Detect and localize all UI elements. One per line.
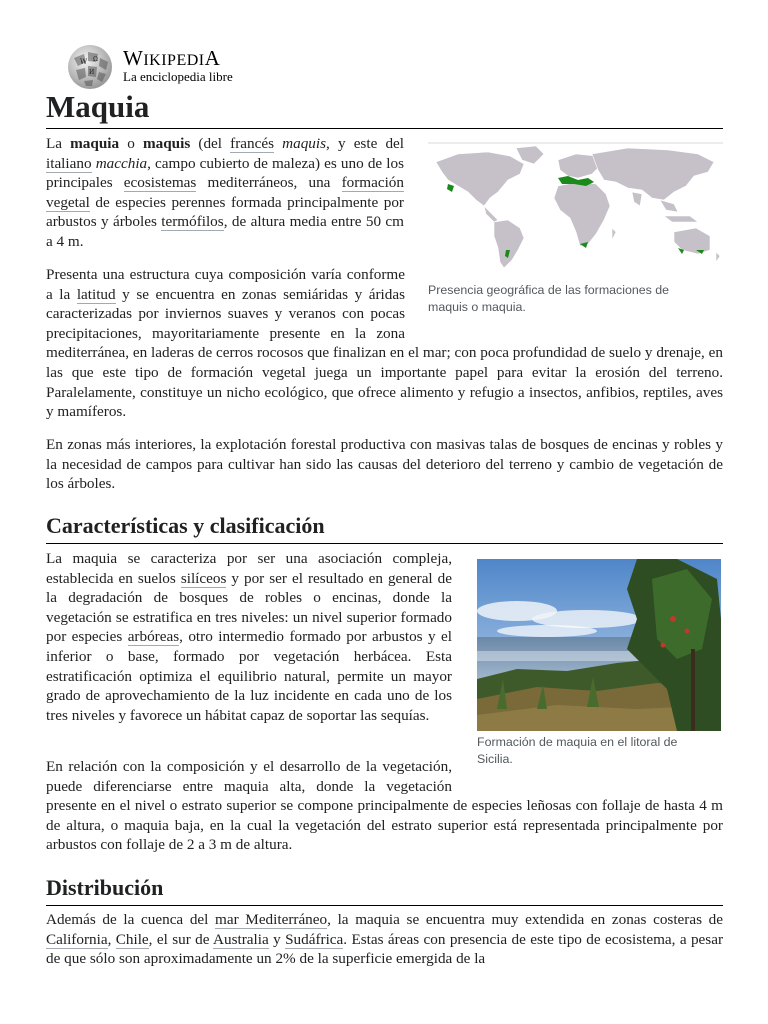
sicily-maquis-photo[interactable] <box>477 559 721 731</box>
link-arboreas[interactable]: arbóreas <box>127 628 180 646</box>
svg-text:W: W <box>80 58 88 66</box>
svg-text:И: И <box>89 69 95 76</box>
link-california[interactable]: California <box>46 930 108 948</box>
wikipedia-globe-icon <box>66 44 114 90</box>
link-formacion-vegetal[interactable]: formación vegetal <box>46 174 404 211</box>
link-ecosistemas[interactable]: ecosistemas <box>123 174 197 192</box>
link-termofilos[interactable]: termófilos <box>161 213 224 231</box>
intro-paragraph-3: En zonas más interiores, la explotación forestal productiva con masivas talas de bosques de encinas y robles y la necesidad de campos para cultivar han sido las causas del deterioro del terreno y cambio de vegetación de los árboles. <box>46 436 723 493</box>
photo-caption: Formación de maquia en el litoral de Sicilia. <box>477 735 678 766</box>
section1-paragraph-1: La maquia se caracteriza por ser una asociación compleja, establecida en suelos silíceos y por ser el resultado en general de la degradación de bosques de robles o encinas, donde la vegetación se estratifica en tres niveles: un nivel superior formado por especies arbóreas, otro intermedio formado por arbustos y el inferior o base, formado por vegetación herbácea. Esta estratificación optimiza el equilibrio natural, permite un mayor grado de aprovechamiento de la luz incidente en cada uno de los tres niveles y favorece un hábitat capaz de soportar las sequías. <box>46 550 453 724</box>
wikipedia-logo[interactable] <box>66 42 266 92</box>
section2-paragraph-1: Además de la cuenca del mar Mediterráneo, la maquia se encuentra muy extendida en zonas costeras de California, Chile, el sur de Australia y Sudáfrica. Estas áreas con presencia de este tipo de ecosistema, a pesar de que sólo son aproximadamente un 2% de la superficie emergida de la <box>46 911 723 968</box>
link-frances[interactable]: francés <box>230 135 274 152</box>
world-map-image[interactable] <box>428 140 723 276</box>
section-heading-distribucion: Distribución <box>46 874 723 906</box>
link-sudafrica[interactable]: Sudáfrica <box>285 930 344 948</box>
link-chile[interactable]: Chile <box>115 930 149 948</box>
photo-figure <box>477 559 721 768</box>
float-spacer-2 <box>452 757 723 795</box>
link-mar-mediterraneo[interactable]: mar Mediterráneo <box>215 911 328 928</box>
page-title: Maquia <box>46 88 723 129</box>
section-heading-caracteristicas: Características y clasificación <box>46 512 723 544</box>
wikipedia-tagline: La enciclopedia libre <box>123 69 233 84</box>
float-spacer <box>405 265 723 343</box>
intro-paragraph-1: La maquia o maquis (del francés maquis, y este del italiano macchia, campo cubierto de maleza) es uno de los principales ecosistemas mediterráneos, una formación vegetal de especies perennes formada principalmente por arbustos y árboles termófilos, de altura media entre 50 cm a 4 m. <box>46 135 405 250</box>
section1-paragraph-2: En relación con la composición y el desarrollo de la vegetación, puede diferenciarse entre maquia alta, donde la vegetación presente en el nivel o estrato superior se compone principalmente de especies leñosas con follaje de hasta 4 m de altura, o maquia baja, en la cual la vegetación del estrato superior está representada principalmente por arbustos con follaje de 2 a 3 m de altura. <box>46 758 723 854</box>
map-caption: Presencia geográfica de las formaciones de maquis o maquia. <box>428 283 670 314</box>
bold-term-maquia: maquia <box>70 135 120 152</box>
link-siliceos[interactable]: silíceos <box>180 569 227 587</box>
link-italiano[interactable]: italiano <box>46 154 92 172</box>
svg-text:Ω: Ω <box>93 56 98 63</box>
link-australia[interactable]: Australia <box>213 930 269 948</box>
bold-term-maquis: maquis <box>142 135 191 152</box>
wikipedia-wordmark: WIKIPEDIA <box>123 46 221 70</box>
intro-paragraph-2: Presenta una estructura cuya composición varía conforme a la latitud y se encuentra en zonas semiáridas y áridas caracterizadas por inviernos suaves y veranos con pocas precipitaciones, mayoritariamente presente en la zona mediterránea, en laderas de cerros rocosos que finalizan en el mar; con poca profundidad de suelo y drenaje, en las que este tipo de formación vegetal juega un importante papel para evitar la erosión del terreno. Paralelamente, constituye un nicho ecológico, que ofrece alimento y refugio a insectos, anfibios, reptiles, aves y mamíferos. <box>46 266 723 421</box>
link-latitud[interactable]: latitud <box>76 285 116 303</box>
